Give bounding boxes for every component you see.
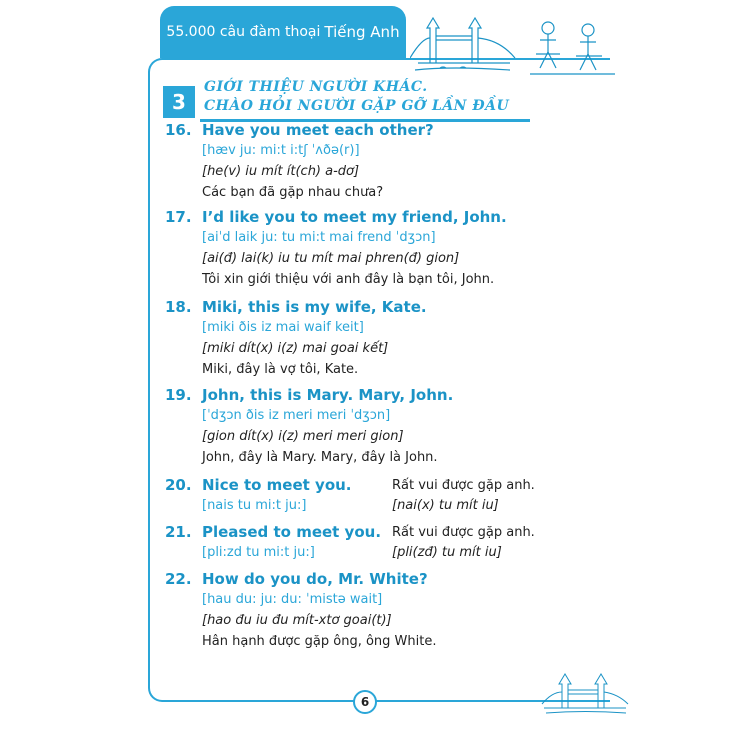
book-title-big: Tiếng Anh [324,23,400,41]
vietnamese-translation: Rất vui được gặp anh. [392,525,535,540]
entry-number: 22. [165,570,192,588]
english-phrase: I’d like you to meet my friend, John. [202,208,507,226]
entry-number: 17. [165,208,192,226]
english-phrase: John, this is Mary. Mary, John. [202,386,454,404]
book-title [160,6,406,58]
vietnamese-pronunciation: [gion dít(x) i(z) meri meri gion] [202,429,404,444]
vietnamese-translation: Tôi xin giới thiệu với anh đây là bạn tôi, John. [202,272,495,287]
vietnamese-translation: John, đây là Mary. Mary, đây là John. [202,450,438,465]
ipa-transcription: [aiˈd laik ju: tu mi:t mai frend ˈdʒɔn] [202,230,436,245]
english-phrase: Pleased to meet you. [202,523,382,541]
vietnamese-translation: Rất vui được gặp anh. [392,478,535,493]
english-phrase: Have you meet each other? [202,121,434,139]
entry-number: 16. [165,121,192,139]
section-title-line2: CHÀO HỎI NGƯỜI GẶP GỠ LẦN ĐẦU [204,98,510,114]
tower-bridge-and-people-icon [410,8,620,80]
entry-number: 18. [165,298,192,316]
vietnamese-pronunciation: [nai(x) tu mít iu] [392,498,499,513]
tower-bridge-icon [540,668,630,716]
vietnamese-pronunciation: [he(v) iu mít ít(ch) a-dơ] [202,164,360,179]
english-phrase: Miki, this is my wife, Kate. [202,298,427,316]
section-title [204,78,509,116]
ipa-transcription: [pli:zd tu mi:t ju:] [202,545,315,560]
vietnamese-pronunciation: [miki dít(x) i(z) mai goai kết] [202,341,389,356]
ipa-transcription: [ˈdʒɔn ðis iz meri meri ˈdʒɔn] [202,408,391,423]
entry-number: 19. [165,386,192,404]
ipa-transcription: [hæv ju: mi:t i:tʃ ˈʌðə(r)] [202,143,360,158]
vietnamese-pronunciation: [pli(zđ) tu mít iu] [392,545,502,560]
page-number: 6 [353,690,377,714]
ipa-transcription: [miki ðis iz mai waif keit] [202,320,364,335]
vietnamese-translation: Hân hạnh được gặp ông, ông White. [202,634,437,649]
vietnamese-translation: Miki, đây là vợ tôi, Kate. [202,362,359,377]
english-phrase: Nice to meet you. [202,476,352,494]
section-title-line1: GIỚI THIỆU NGƯỜI KHÁC. [204,79,428,95]
entry-number: 21. [165,523,192,541]
ipa-transcription: [hau du: ju: du: ˈmistə wait] [202,592,383,607]
entry-number: 20. [165,476,192,494]
section-number: 3 [163,86,195,118]
book-title-small: 55.000 câu đàm thoại [166,24,321,40]
vietnamese-pronunciation: [hao đu iu đu mít-xtơ goai(t)] [202,613,392,628]
vietnamese-translation: Các bạn đã gặp nhau chưa? [202,185,384,200]
ipa-transcription: [nais tu mi:t ju:] [202,498,307,513]
english-phrase: How do you do, Mr. White? [202,570,428,588]
vietnamese-pronunciation: [ai(đ) lai(k) iu tu mít mai phren(đ) gion] [202,251,460,266]
